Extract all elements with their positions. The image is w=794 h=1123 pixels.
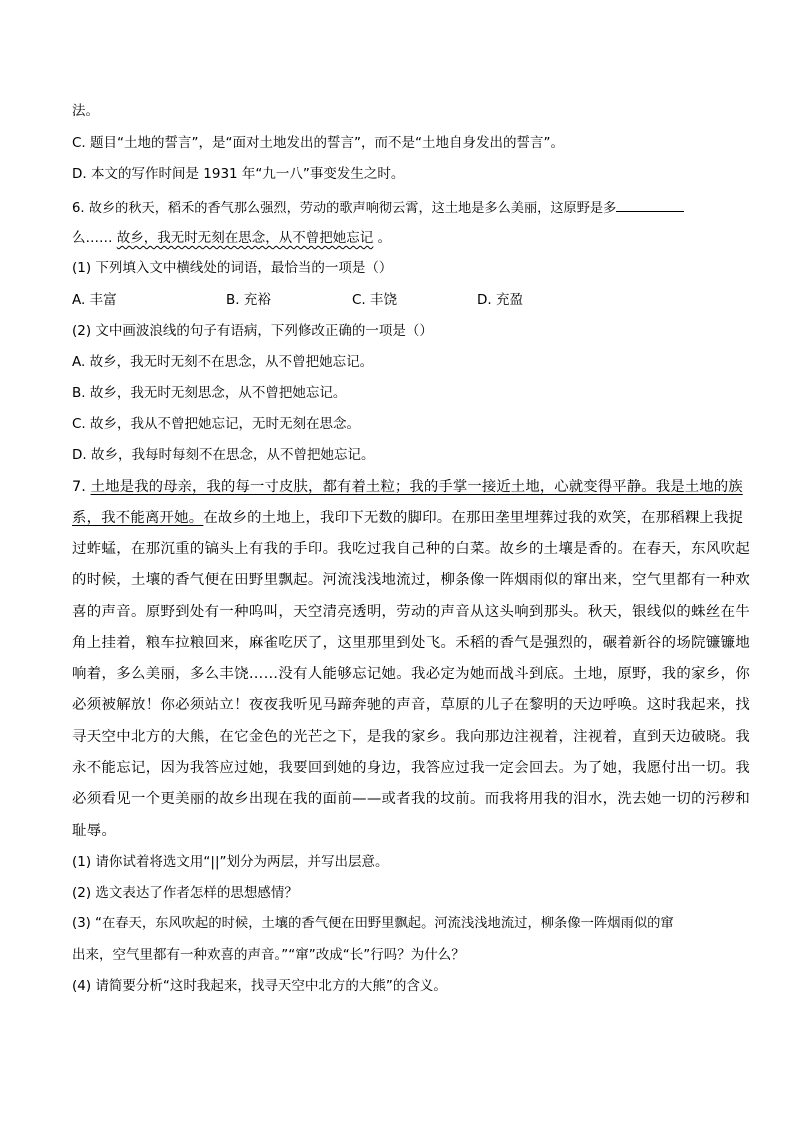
question-7-sub-3-continued: 出来，空气里都有一种欢喜的声音。”“窜”改成“长”行吗？为什么？	[72, 947, 465, 963]
choice-b: B. 故乡，我无时无刻思念，从不曾把她忘记。	[72, 385, 347, 401]
question-6-sub-2: (2) 文中画波浪线的句子有语病，下列修改正确的一项是（）	[72, 323, 433, 339]
question-7-sub-1: (1) 请你试着将选文用“||”划分为两层，并写出层意。	[72, 854, 389, 870]
choice-c: C. 丰饶	[352, 292, 398, 308]
option-d-line: D. 本文的写作时间是 1931 年“九一八”事变发生之时。	[72, 166, 405, 182]
choice-d: D. 故乡，我每时每刻不在思念，从不曾把她忘记。	[72, 447, 375, 463]
passage-line: 喜的声音。原野到处有一种呜叫，天空清亮透明，劳动的声音从这头响到那头。秋天，银线似的蛛丝在牛	[72, 604, 751, 620]
choice-b: B. 充裕	[226, 292, 271, 308]
question-7-sub-3: (3) “在春天，东风吹起的时候，土壤的香气便在田野里飘起。河流浅浅地流过，柳条像一阵烟雨似的窜	[72, 916, 674, 931]
wavy-underlined-sentence: 故乡，我无时无刻在思念，从不曾把她忘记	[116, 230, 374, 246]
question-6-stem-text-2: 么……	[72, 230, 113, 246]
underlined-passage: 系，我不能离开她。	[72, 510, 204, 526]
question-6-stem-end: 。	[377, 230, 392, 246]
question-6-stem-text: 6. 故乡的秋天，稻禾的香气那么强烈，劳动的歌声响彻云霄，这土地是多么美丽，这原野是多	[72, 201, 617, 216]
question-6-stem-continued	[72, 228, 391, 248]
passage-text: 在故乡的土地上，我印下无数的脚印。在那田垄里埋葬过我的欢笑，在那稻粿上我捉	[203, 510, 744, 526]
passage-line: 耻辱。	[72, 823, 117, 839]
option-c-line: C. 题目“土地的誓言”，是“面对土地发出的誓言”，而不是“土地自身发出的誓言”。	[72, 135, 564, 151]
choice-a: A. 丰富	[72, 292, 117, 308]
question-7-sub-2: (2) 选文表达了作者怎样的思想感情？	[72, 885, 298, 901]
passage-line: 寻天空中北方的大熊，在它金色的光芒之下，是我的家乡。我向那边注视着，注视着，直到天边破晓。我	[72, 729, 751, 745]
passage-line: 必须看见一个更美丽的故乡出现在我的面前——或者我的坟前。而我将用我的泪水，洗去她一切的污秽和	[72, 791, 751, 807]
passage-line	[72, 508, 743, 528]
passage-line: 过蚱蜢，在那沉重的镐头上有我的手印。我吃过我自己种的白菜。故乡的土壤是香的。在春天，东风吹起	[72, 541, 751, 557]
question-7-number: 7.	[72, 479, 91, 495]
question-7-sub-4: (4) 请简要分析“这时我起来，找寻天空中北方的大熊”的含义。	[72, 978, 447, 994]
passage-line: 的时候，土壤的香气便在田野里飘起。河流浅浅地流过，柳条像一阵烟雨似的窜出来，空气里都有一种欢	[72, 572, 751, 588]
passage-line: 永不能忘记，因为我答应过她，我要回到她的身边，我答应过我一定会回去。为了她，我愿付出一切。我	[72, 760, 751, 776]
underlined-passage: 土地是我的母亲，我的每一寸皮肤，都有着土粒；我的手掌一接近土地，心就变得平静。我是土地的族	[90, 479, 743, 495]
passage-line: 必须被解放！你必须站立！夜夜我听见马蹄奔驰的声音，草原的儿子在黎明的天边呼唤。这时我起来，找	[72, 697, 751, 713]
question-6-sub-1: (1) 下列填入文中横线处的词语，最恰当的一项是（）	[72, 260, 393, 276]
fill-in-blank	[616, 197, 684, 212]
passage-line: 角上挂着，粮车拉粮回来，麻雀吃厌了，这里那里到处飞。禾稻的香气是强烈的，碾着新谷的场院镰镰地	[72, 635, 751, 651]
choice-a: A. 故乡，我无时无刻不在思念，从不曾把她忘记。	[72, 354, 374, 370]
passage-line	[72, 477, 743, 497]
question-6-stem	[72, 197, 684, 219]
choice-c: C. 故乡，我从不曾把她忘记，无时无刻在思念。	[72, 416, 361, 432]
passage-line: 响着，多么美丽，多么丰饶……没有人能够忘记她。我必定为她而战斗到底。土地，原野，我的家乡，你	[72, 666, 751, 682]
choice-d: D. 充盈	[477, 292, 523, 308]
continued-text-line: 法。	[72, 103, 99, 119]
